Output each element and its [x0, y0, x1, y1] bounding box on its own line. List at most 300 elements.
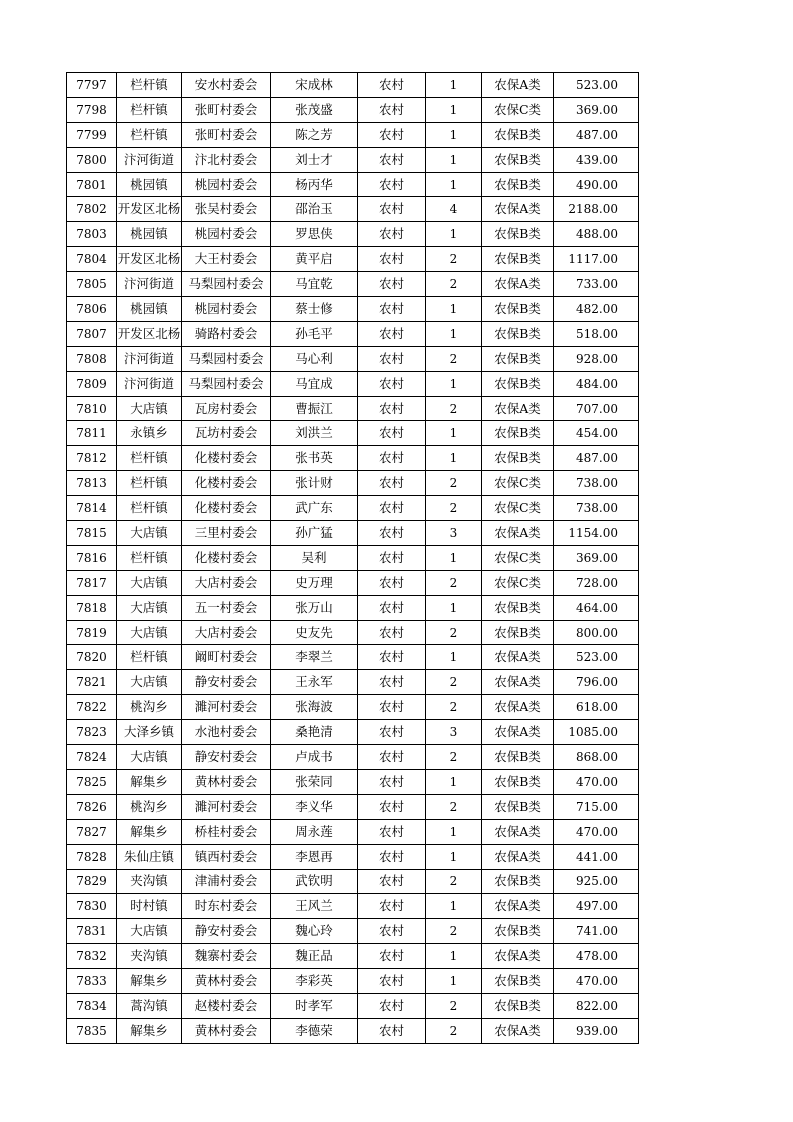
insurance-category-cell: 农保A类	[482, 695, 554, 720]
insurance-category-cell: 农保B类	[482, 745, 554, 770]
insurance-category-cell: 农保C类	[482, 545, 554, 570]
amount-cell: 939.00	[554, 1018, 639, 1043]
village-committee-cell: 桃园村委会	[182, 222, 271, 247]
record-id-cell: 7798	[67, 97, 117, 122]
table-row	[67, 944, 639, 969]
record-id-cell: 7812	[67, 446, 117, 471]
insurance-category-cell: 农保B类	[482, 346, 554, 371]
person-name-cell: 邵治玉	[271, 197, 358, 222]
village-committee-cell: 黄林村委会	[182, 769, 271, 794]
village-committee-cell: 安水村委会	[182, 73, 271, 98]
amount-cell: 470.00	[554, 769, 639, 794]
household-count-cell: 1	[426, 297, 482, 322]
person-name-cell: 刘洪兰	[271, 421, 358, 446]
village-committee-cell: 桃园村委会	[182, 172, 271, 197]
person-name-cell: 宋成林	[271, 73, 358, 98]
area-type-cell: 农村	[358, 172, 426, 197]
household-count-cell: 2	[426, 570, 482, 595]
village-committee-cell: 濉河村委会	[182, 695, 271, 720]
household-count-cell: 2	[426, 919, 482, 944]
village-committee-cell: 大店村委会	[182, 620, 271, 645]
amount-cell: 925.00	[554, 869, 639, 894]
household-count-cell: 1	[426, 222, 482, 247]
town-cell: 栏杆镇	[117, 545, 182, 570]
amount-cell: 928.00	[554, 346, 639, 371]
town-cell: 开发区北杨	[117, 197, 182, 222]
table-row	[67, 147, 639, 172]
person-name-cell: 刘士才	[271, 147, 358, 172]
area-type-cell: 农村	[358, 620, 426, 645]
village-committee-cell: 桥桂村委会	[182, 819, 271, 844]
record-id-cell: 7814	[67, 496, 117, 521]
household-count-cell: 1	[426, 769, 482, 794]
area-type-cell: 农村	[358, 122, 426, 147]
town-cell: 桃园镇	[117, 222, 182, 247]
town-cell: 永镇乡	[117, 421, 182, 446]
person-name-cell: 李义华	[271, 794, 358, 819]
area-type-cell: 农村	[358, 720, 426, 745]
household-count-cell: 2	[426, 695, 482, 720]
table-row	[67, 73, 639, 98]
table-row	[67, 645, 639, 670]
person-name-cell: 孙毛平	[271, 321, 358, 346]
person-name-cell: 曹振江	[271, 396, 358, 421]
household-count-cell: 1	[426, 819, 482, 844]
town-cell: 栏杆镇	[117, 645, 182, 670]
record-id-cell: 7810	[67, 396, 117, 421]
town-cell: 解集乡	[117, 819, 182, 844]
person-name-cell: 魏心玲	[271, 919, 358, 944]
record-id-cell: 7831	[67, 919, 117, 944]
household-count-cell: 1	[426, 371, 482, 396]
household-count-cell: 1	[426, 97, 482, 122]
amount-cell: 470.00	[554, 819, 639, 844]
household-count-cell: 3	[426, 521, 482, 546]
area-type-cell: 农村	[358, 819, 426, 844]
person-name-cell: 史万理	[271, 570, 358, 595]
record-id-cell: 7808	[67, 346, 117, 371]
area-type-cell: 农村	[358, 446, 426, 471]
insurance-category-cell: 农保B类	[482, 769, 554, 794]
record-id-cell: 7825	[67, 769, 117, 794]
village-committee-cell: 静安村委会	[182, 745, 271, 770]
town-cell: 解集乡	[117, 1018, 182, 1043]
table-row	[67, 969, 639, 994]
record-id-cell: 7819	[67, 620, 117, 645]
household-count-cell: 1	[426, 321, 482, 346]
table-row	[67, 745, 639, 770]
insurance-category-cell: 农保A类	[482, 844, 554, 869]
record-id-cell: 7813	[67, 471, 117, 496]
area-type-cell: 农村	[358, 421, 426, 446]
village-committee-cell: 马梨园村委会	[182, 272, 271, 297]
town-cell: 栏杆镇	[117, 97, 182, 122]
person-name-cell: 王风兰	[271, 894, 358, 919]
household-count-cell: 2	[426, 396, 482, 421]
village-committee-cell: 五一村委会	[182, 595, 271, 620]
insurance-category-cell: 农保A类	[482, 645, 554, 670]
amount-cell: 488.00	[554, 222, 639, 247]
record-id-cell: 7822	[67, 695, 117, 720]
table-row	[67, 297, 639, 322]
area-type-cell: 农村	[358, 321, 426, 346]
household-count-cell: 1	[426, 73, 482, 98]
household-count-cell: 2	[426, 993, 482, 1018]
town-cell: 大泽乡镇	[117, 720, 182, 745]
insurance-category-cell: 农保B类	[482, 247, 554, 272]
amount-cell: 518.00	[554, 321, 639, 346]
insurance-category-cell: 农保B类	[482, 321, 554, 346]
town-cell: 大店镇	[117, 745, 182, 770]
record-id-cell: 7797	[67, 73, 117, 98]
household-count-cell: 1	[426, 122, 482, 147]
household-count-cell: 1	[426, 944, 482, 969]
area-type-cell: 农村	[358, 670, 426, 695]
area-type-cell: 农村	[358, 197, 426, 222]
record-id-cell: 7829	[67, 869, 117, 894]
village-committee-cell: 水池村委会	[182, 720, 271, 745]
village-committee-cell: 瓦房村委会	[182, 396, 271, 421]
area-type-cell: 农村	[358, 297, 426, 322]
person-name-cell: 马宜成	[271, 371, 358, 396]
town-cell: 大店镇	[117, 595, 182, 620]
town-cell: 栏杆镇	[117, 73, 182, 98]
table-row	[67, 421, 639, 446]
table-row	[67, 844, 639, 869]
insurance-category-cell: 农保A类	[482, 819, 554, 844]
amount-cell: 868.00	[554, 745, 639, 770]
household-count-cell: 1	[426, 844, 482, 869]
area-type-cell: 农村	[358, 496, 426, 521]
table-row	[67, 720, 639, 745]
town-cell: 汴河街道	[117, 147, 182, 172]
area-type-cell: 农村	[358, 695, 426, 720]
table-row	[67, 346, 639, 371]
village-committee-cell: 张町村委会	[182, 97, 271, 122]
person-name-cell: 张书英	[271, 446, 358, 471]
insurance-category-cell: 农保A类	[482, 670, 554, 695]
insurance-category-cell: 农保A类	[482, 894, 554, 919]
insurance-category-cell: 农保A类	[482, 197, 554, 222]
area-type-cell: 农村	[358, 993, 426, 1018]
amount-cell: 487.00	[554, 446, 639, 471]
amount-cell: 822.00	[554, 993, 639, 1018]
area-type-cell: 农村	[358, 247, 426, 272]
household-count-cell: 4	[426, 197, 482, 222]
amount-cell: 2188.00	[554, 197, 639, 222]
village-committee-cell: 三里村委会	[182, 521, 271, 546]
amount-cell: 715.00	[554, 794, 639, 819]
area-type-cell: 农村	[358, 371, 426, 396]
town-cell: 开发区北杨	[117, 247, 182, 272]
village-committee-cell: 大王村委会	[182, 247, 271, 272]
amount-cell: 1154.00	[554, 521, 639, 546]
record-id-cell: 7832	[67, 944, 117, 969]
record-id-cell: 7820	[67, 645, 117, 670]
town-cell: 栏杆镇	[117, 471, 182, 496]
table-row	[67, 371, 639, 396]
household-count-cell: 1	[426, 645, 482, 670]
town-cell: 汴河街道	[117, 371, 182, 396]
insurance-category-cell: 农保A类	[482, 272, 554, 297]
household-count-cell: 1	[426, 446, 482, 471]
insurance-category-cell: 农保A类	[482, 73, 554, 98]
record-id-cell: 7835	[67, 1018, 117, 1043]
household-count-cell: 1	[426, 172, 482, 197]
table-row	[67, 172, 639, 197]
household-count-cell: 1	[426, 894, 482, 919]
village-committee-cell: 静安村委会	[182, 919, 271, 944]
area-type-cell: 农村	[358, 521, 426, 546]
record-id-cell: 7828	[67, 844, 117, 869]
person-name-cell: 史友先	[271, 620, 358, 645]
insurance-category-cell: 农保A类	[482, 1018, 554, 1043]
table-row	[67, 595, 639, 620]
area-type-cell: 农村	[358, 969, 426, 994]
insurance-category-cell: 农保B类	[482, 794, 554, 819]
household-count-cell: 3	[426, 720, 482, 745]
town-cell: 栏杆镇	[117, 122, 182, 147]
person-name-cell: 卢成书	[271, 745, 358, 770]
household-count-cell: 2	[426, 272, 482, 297]
record-id-cell: 7799	[67, 122, 117, 147]
table-row	[67, 222, 639, 247]
area-type-cell: 农村	[358, 919, 426, 944]
table-row	[67, 819, 639, 844]
area-type-cell: 农村	[358, 869, 426, 894]
record-id-cell: 7817	[67, 570, 117, 595]
town-cell: 解集乡	[117, 769, 182, 794]
town-cell: 桃沟乡	[117, 695, 182, 720]
insurance-category-cell: 农保B类	[482, 297, 554, 322]
person-name-cell: 李翠兰	[271, 645, 358, 670]
insurance-category-cell: 农保B类	[482, 122, 554, 147]
person-name-cell: 张茂盛	[271, 97, 358, 122]
area-type-cell: 农村	[358, 570, 426, 595]
record-id-cell: 7818	[67, 595, 117, 620]
town-cell: 夹沟镇	[117, 944, 182, 969]
record-id-cell: 7826	[67, 794, 117, 819]
amount-cell: 464.00	[554, 595, 639, 620]
insurance-category-cell: 农保B类	[482, 147, 554, 172]
person-name-cell: 李彩英	[271, 969, 358, 994]
town-cell: 栏杆镇	[117, 446, 182, 471]
record-id-cell: 7804	[67, 247, 117, 272]
amount-cell: 441.00	[554, 844, 639, 869]
household-count-cell: 2	[426, 346, 482, 371]
area-type-cell: 农村	[358, 595, 426, 620]
amount-cell: 523.00	[554, 645, 639, 670]
record-id-cell: 7815	[67, 521, 117, 546]
town-cell: 汴河街道	[117, 272, 182, 297]
village-committee-cell: 汴北村委会	[182, 147, 271, 172]
insurance-category-cell: 农保C类	[482, 570, 554, 595]
village-committee-cell: 桃园村委会	[182, 297, 271, 322]
record-id-cell: 7816	[67, 545, 117, 570]
town-cell: 夹沟镇	[117, 869, 182, 894]
amount-cell: 478.00	[554, 944, 639, 969]
insurance-category-cell: 农保B类	[482, 919, 554, 944]
person-name-cell: 时孝军	[271, 993, 358, 1018]
town-cell: 开发区北杨	[117, 321, 182, 346]
insurance-category-cell: 农保B类	[482, 869, 554, 894]
person-name-cell: 杨丙华	[271, 172, 358, 197]
village-committee-cell: 赵楼村委会	[182, 993, 271, 1018]
amount-cell: 618.00	[554, 695, 639, 720]
town-cell: 大店镇	[117, 396, 182, 421]
record-id-cell: 7830	[67, 894, 117, 919]
person-name-cell: 马宜乾	[271, 272, 358, 297]
town-cell: 大店镇	[117, 521, 182, 546]
village-committee-cell: 魏寨村委会	[182, 944, 271, 969]
area-type-cell: 农村	[358, 794, 426, 819]
household-count-cell: 1	[426, 969, 482, 994]
household-count-cell: 1	[426, 421, 482, 446]
person-name-cell: 罗思侠	[271, 222, 358, 247]
area-type-cell: 农村	[358, 894, 426, 919]
insurance-category-cell: 农保C类	[482, 471, 554, 496]
table-row	[67, 272, 639, 297]
table-row	[67, 620, 639, 645]
person-name-cell: 张荣同	[271, 769, 358, 794]
area-type-cell: 农村	[358, 147, 426, 172]
record-id-cell: 7807	[67, 321, 117, 346]
insurance-category-cell: 农保A类	[482, 720, 554, 745]
village-committee-cell: 马梨园村委会	[182, 346, 271, 371]
table-row	[67, 396, 639, 421]
person-name-cell: 马心利	[271, 346, 358, 371]
area-type-cell: 农村	[358, 769, 426, 794]
town-cell: 蒿沟镇	[117, 993, 182, 1018]
town-cell: 大店镇	[117, 919, 182, 944]
record-id-cell: 7834	[67, 993, 117, 1018]
table-row	[67, 670, 639, 695]
area-type-cell: 农村	[358, 272, 426, 297]
village-committee-cell: 镇西村委会	[182, 844, 271, 869]
village-committee-cell: 濉河村委会	[182, 794, 271, 819]
area-type-cell: 农村	[358, 396, 426, 421]
data-table	[66, 72, 639, 1044]
village-committee-cell: 马梨园村委会	[182, 371, 271, 396]
town-cell: 时村镇	[117, 894, 182, 919]
amount-cell: 733.00	[554, 272, 639, 297]
area-type-cell: 农村	[358, 97, 426, 122]
amount-cell: 741.00	[554, 919, 639, 944]
table-row	[67, 446, 639, 471]
amount-cell: 497.00	[554, 894, 639, 919]
area-type-cell: 农村	[358, 1018, 426, 1043]
table-row	[67, 97, 639, 122]
insurance-category-cell: 农保B类	[482, 446, 554, 471]
amount-cell: 796.00	[554, 670, 639, 695]
village-committee-cell: 张町村委会	[182, 122, 271, 147]
household-count-cell: 1	[426, 147, 482, 172]
insurance-category-cell: 农保B类	[482, 595, 554, 620]
village-committee-cell: 黄林村委会	[182, 1018, 271, 1043]
insurance-category-cell: 农保C类	[482, 496, 554, 521]
table-row	[67, 794, 639, 819]
town-cell: 汴河街道	[117, 346, 182, 371]
table-row	[67, 570, 639, 595]
insurance-category-cell: 农保A类	[482, 944, 554, 969]
area-type-cell: 农村	[358, 545, 426, 570]
amount-cell: 369.00	[554, 545, 639, 570]
amount-cell: 490.00	[554, 172, 639, 197]
village-committee-cell: 化楼村委会	[182, 545, 271, 570]
amount-cell: 454.00	[554, 421, 639, 446]
record-id-cell: 7803	[67, 222, 117, 247]
amount-cell: 738.00	[554, 471, 639, 496]
amount-cell: 439.00	[554, 147, 639, 172]
household-count-cell: 2	[426, 620, 482, 645]
insurance-category-cell: 农保B类	[482, 371, 554, 396]
insurance-category-cell: 农保A类	[482, 521, 554, 546]
person-name-cell: 魏正品	[271, 944, 358, 969]
village-committee-cell: 黄林村委会	[182, 969, 271, 994]
town-cell: 桃园镇	[117, 297, 182, 322]
insurance-category-cell: 农保B类	[482, 993, 554, 1018]
person-name-cell: 武广东	[271, 496, 358, 521]
village-committee-cell: 瓦坊村委会	[182, 421, 271, 446]
person-name-cell: 王永军	[271, 670, 358, 695]
table-row	[67, 869, 639, 894]
household-count-cell: 2	[426, 794, 482, 819]
amount-cell: 482.00	[554, 297, 639, 322]
village-committee-cell: 时东村委会	[182, 894, 271, 919]
insurance-category-cell: 农保B类	[482, 421, 554, 446]
person-name-cell: 武钦明	[271, 869, 358, 894]
household-count-cell: 2	[426, 670, 482, 695]
record-id-cell: 7806	[67, 297, 117, 322]
village-committee-cell: 津浦村委会	[182, 869, 271, 894]
table-row	[67, 695, 639, 720]
town-cell: 大店镇	[117, 570, 182, 595]
village-committee-cell: 化楼村委会	[182, 496, 271, 521]
amount-cell: 523.00	[554, 73, 639, 98]
amount-cell: 1085.00	[554, 720, 639, 745]
person-name-cell: 张海波	[271, 695, 358, 720]
insurance-category-cell: 农保B类	[482, 172, 554, 197]
area-type-cell: 农村	[358, 471, 426, 496]
record-id-cell: 7809	[67, 371, 117, 396]
record-id-cell: 7811	[67, 421, 117, 446]
person-name-cell: 张万山	[271, 595, 358, 620]
town-cell: 解集乡	[117, 969, 182, 994]
household-count-cell: 2	[426, 745, 482, 770]
household-count-cell: 2	[426, 496, 482, 521]
town-cell: 朱仙庄镇	[117, 844, 182, 869]
table-row	[67, 197, 639, 222]
insurance-category-cell: 农保C类	[482, 97, 554, 122]
record-id-cell: 7833	[67, 969, 117, 994]
table-row	[67, 122, 639, 147]
record-id-cell: 7800	[67, 147, 117, 172]
town-cell: 桃园镇	[117, 172, 182, 197]
person-name-cell: 李恩再	[271, 844, 358, 869]
insurance-category-cell: 农保A类	[482, 396, 554, 421]
record-id-cell: 7823	[67, 720, 117, 745]
town-cell: 大店镇	[117, 620, 182, 645]
person-name-cell: 周永莲	[271, 819, 358, 844]
table-row	[67, 769, 639, 794]
table-row	[67, 1018, 639, 1043]
area-type-cell: 农村	[358, 73, 426, 98]
person-name-cell: 吴利	[271, 545, 358, 570]
area-type-cell: 农村	[358, 346, 426, 371]
table-row	[67, 521, 639, 546]
person-name-cell: 黄平启	[271, 247, 358, 272]
household-count-cell: 2	[426, 869, 482, 894]
